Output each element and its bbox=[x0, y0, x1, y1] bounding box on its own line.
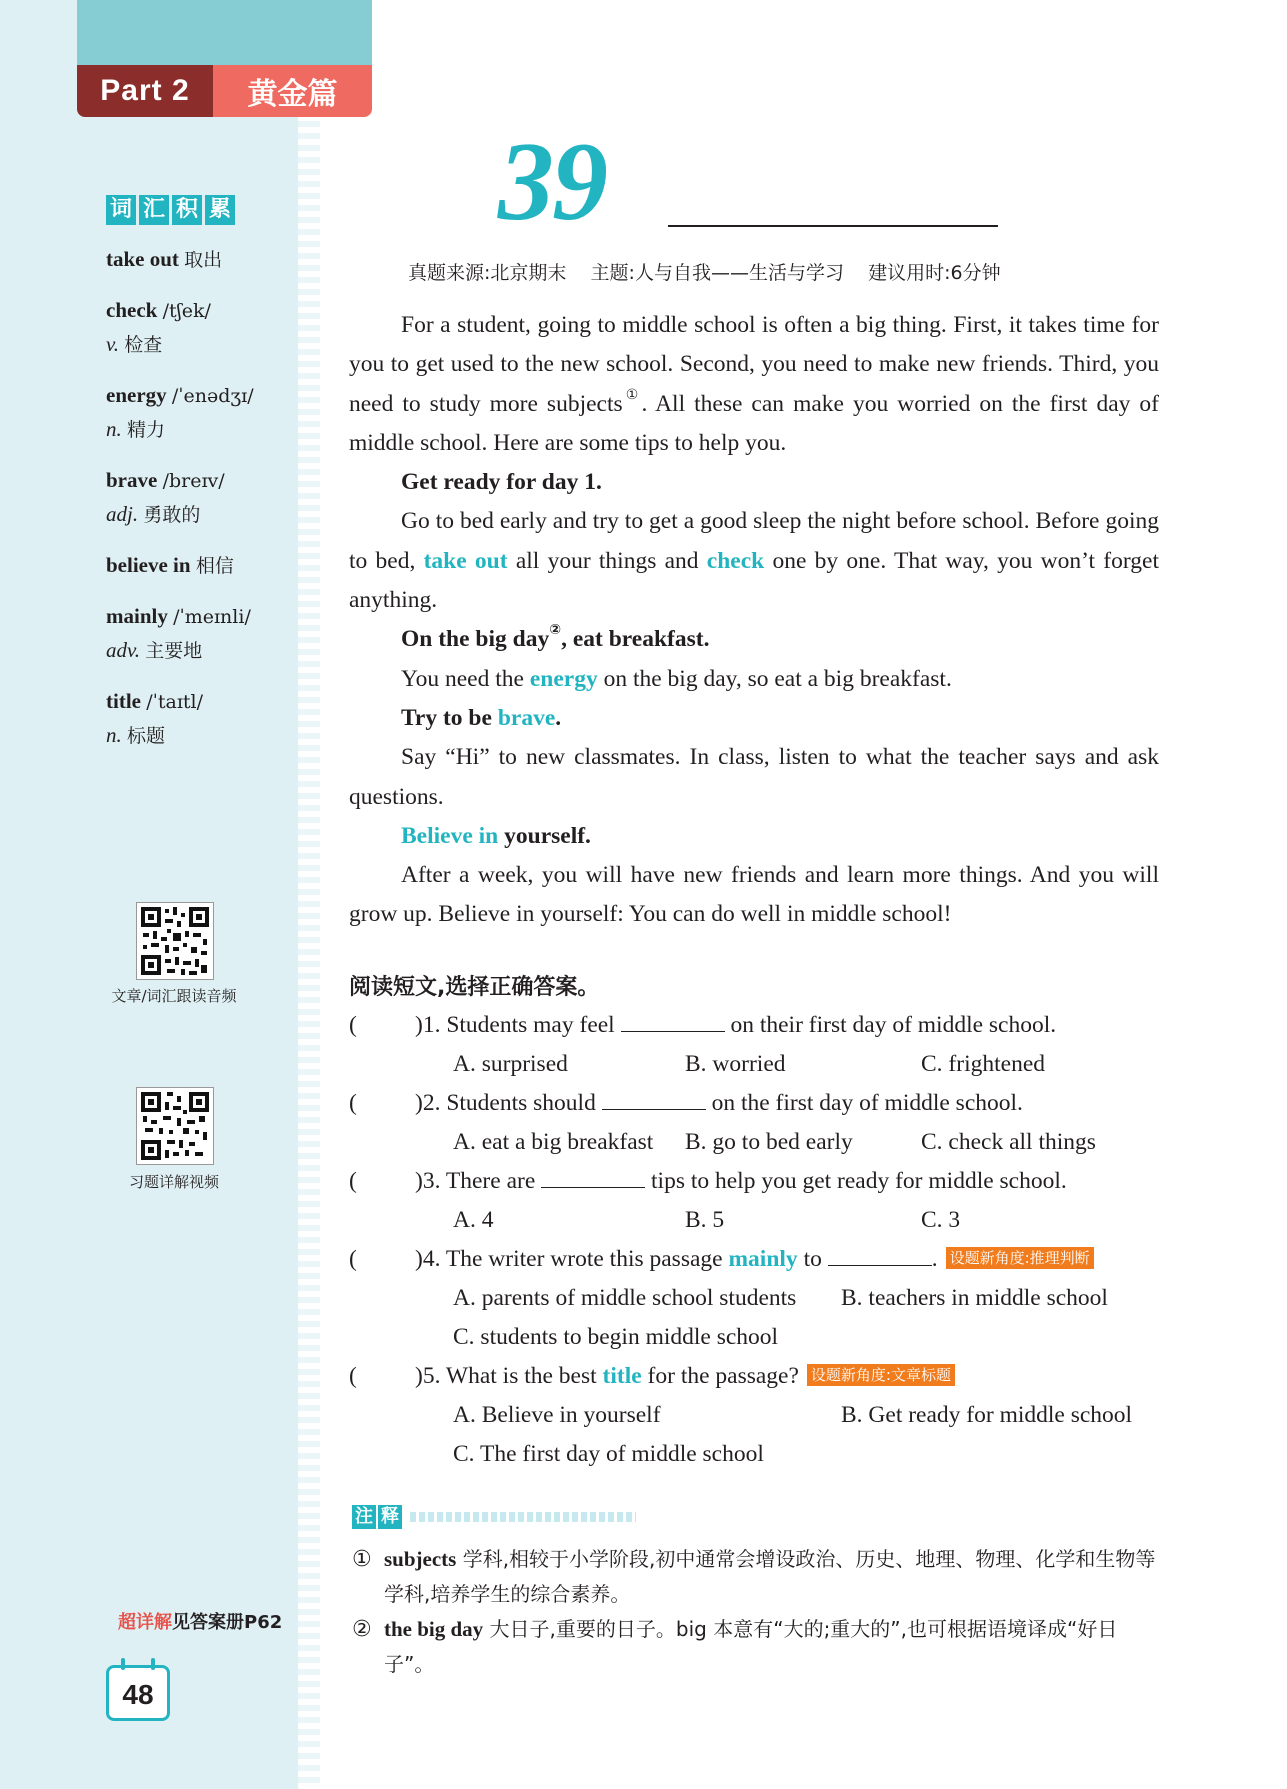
answer-paren[interactable]: ( bbox=[349, 1246, 357, 1272]
vocab-item bbox=[106, 294, 296, 362]
vocab-phonetic: /ˈenədʒɪ/ bbox=[171, 385, 254, 407]
lesson-meta: 真题来源:北京期末 主题:人与自我——生活与学习 建议用时:6分钟 bbox=[408, 262, 1001, 284]
passage-paragraph: You need the energy on the big day, so eat a big breakfast. bbox=[401, 665, 952, 692]
question-2: ( )2. Students should on the first day of middle school. bbox=[349, 1084, 1169, 1123]
option-a[interactable]: A. parents of middle school students bbox=[453, 1285, 797, 1311]
question-list bbox=[349, 1006, 1169, 1474]
vocab-phonetic: /tʃek/ bbox=[162, 300, 211, 322]
part-tag bbox=[77, 65, 372, 117]
vocab-title-char: 词 bbox=[106, 195, 136, 225]
vocab-word: brave bbox=[106, 468, 158, 492]
vocab-word: title bbox=[106, 689, 141, 713]
answer-paren[interactable]: ( bbox=[349, 1168, 357, 1194]
notes-title-char: 释 bbox=[378, 1505, 402, 1529]
answer-paren[interactable]: ( bbox=[349, 1363, 357, 1389]
option-c[interactable]: C. 3 bbox=[921, 1207, 961, 1233]
video-qr-label: 习题详解视频 bbox=[128, 1173, 219, 1191]
option-b[interactable]: B. 5 bbox=[685, 1207, 725, 1233]
sidebar-wave-border bbox=[298, 115, 320, 1789]
part-label: Part 2 bbox=[77, 65, 213, 117]
vocab-item bbox=[106, 685, 296, 753]
keyword-highlight: check bbox=[706, 547, 765, 574]
passage-heading: Try to be brave. bbox=[401, 704, 562, 731]
option-b[interactable]: B. go to bed early bbox=[685, 1129, 853, 1155]
vocab-meaning: 相信 bbox=[195, 555, 234, 577]
note-number: ① bbox=[352, 1547, 372, 1572]
keyword-highlight: energy bbox=[529, 665, 598, 692]
vocab-meaning: 勇敢的 bbox=[143, 504, 201, 526]
vocab-item bbox=[106, 243, 296, 277]
vocab-item bbox=[106, 379, 296, 447]
header-strip bbox=[77, 0, 372, 65]
vocab-list bbox=[106, 243, 296, 770]
question-1-options bbox=[349, 1045, 1169, 1084]
question-3-options bbox=[349, 1201, 1169, 1240]
notes-title-char: 注 bbox=[352, 1505, 376, 1529]
notes-list bbox=[352, 1542, 1162, 1682]
note-text: 大日子,重要的日子。big 本意有“大的;重大的”,也可根据语境译成“好日子”。 bbox=[384, 1617, 1118, 1676]
keyword-highlight: mainly bbox=[728, 1246, 798, 1272]
vocab-phonetic: /ˈmeɪnli/ bbox=[173, 606, 251, 628]
answer-blank bbox=[621, 1009, 725, 1032]
section-label: 黄金篇 bbox=[213, 65, 372, 117]
page-number: 48 bbox=[106, 1665, 170, 1721]
note-number: ② bbox=[352, 1617, 372, 1642]
option-b[interactable]: B. Get ready for middle school bbox=[841, 1402, 1133, 1428]
footnote-marker: ① bbox=[622, 386, 642, 403]
vocab-word: energy bbox=[106, 383, 167, 407]
vocab-word: believe in bbox=[106, 553, 191, 577]
note-item bbox=[352, 1542, 1162, 1612]
option-a[interactable]: A. Believe in yourself bbox=[453, 1402, 661, 1428]
passage-heading: Get ready for day 1. bbox=[401, 469, 602, 496]
vocab-item bbox=[106, 600, 296, 668]
keyword-highlight: title bbox=[602, 1363, 642, 1389]
audio-qr-code[interactable] bbox=[136, 902, 214, 980]
vocab-meaning: 主要地 bbox=[145, 640, 203, 662]
answer-reference bbox=[118, 1608, 282, 1634]
answer-blank bbox=[828, 1243, 932, 1266]
question-2-options bbox=[349, 1123, 1169, 1162]
vocab-meaning: 检查 bbox=[124, 334, 163, 356]
vocab-pos: n. bbox=[106, 723, 122, 747]
question-5-options bbox=[349, 1396, 1169, 1435]
option-c[interactable]: C. The first day of middle school bbox=[453, 1441, 764, 1467]
vocab-phonetic: /ˈtaɪtl/ bbox=[146, 691, 204, 713]
vocab-phonetic: /breɪv/ bbox=[162, 470, 225, 492]
question-5-options-cont bbox=[349, 1435, 1169, 1474]
footnote-marker: ② bbox=[549, 622, 562, 639]
vocab-word: take out bbox=[106, 247, 179, 271]
question-type-tag: 设题新角度:推理判断 bbox=[946, 1247, 1094, 1269]
vocab-meaning: 精力 bbox=[127, 419, 166, 441]
answer-paren[interactable]: ( bbox=[349, 1012, 357, 1038]
video-qr-code[interactable] bbox=[136, 1087, 214, 1165]
answer-ref-text: 见答案册P62 bbox=[172, 1612, 283, 1633]
passage-paragraph: Say “Hi” to new classmates. In class, listen to what the teacher says and ask questions. bbox=[349, 744, 1159, 810]
vocab-word: check bbox=[106, 298, 158, 322]
option-c[interactable]: C. check all things bbox=[921, 1129, 1096, 1155]
note-term: subjects bbox=[384, 1547, 457, 1571]
question-4: ( )4. The writer wrote this passage mainly to . 设题新角度:推理判断 bbox=[349, 1240, 1169, 1279]
notes-divider bbox=[410, 1512, 636, 1522]
vocab-word: mainly bbox=[106, 604, 168, 628]
passage-paragraph: For a student, going to middle school is often a big thing. First, it takes time for you to get used to the new school. Second, you need to make new friends. Third, you need to study more subjects①. All these can make you worried on the first day of middle school. Here are some tips to help you. bbox=[349, 312, 1159, 456]
option-b[interactable]: B. worried bbox=[685, 1051, 786, 1077]
option-a[interactable]: A. surprised bbox=[453, 1051, 568, 1077]
note-term: the big day bbox=[384, 1617, 484, 1641]
note-text: 学科,相较于小学阶段,初中通常会增设政治、历史、地理、物理、化学和生物等学科,培养学生的综合素养。 bbox=[384, 1547, 1156, 1606]
option-a[interactable]: A. eat a big breakfast bbox=[453, 1129, 654, 1155]
passage-heading: On the big day②, eat breakfast. bbox=[401, 622, 710, 653]
answer-paren[interactable]: ( bbox=[349, 1090, 357, 1116]
option-c[interactable]: C. students to begin middle school bbox=[453, 1324, 779, 1350]
keyword-highlight: Believe in bbox=[401, 822, 499, 849]
vocab-meaning: 取出 bbox=[184, 249, 223, 271]
vocab-item bbox=[106, 464, 296, 532]
vocab-pos: n. bbox=[106, 417, 122, 441]
question-4-options-cont bbox=[349, 1318, 1169, 1357]
exercise-instruction: 阅读短文,选择正确答案。 bbox=[349, 975, 600, 1000]
keyword-highlight: take out bbox=[423, 547, 508, 574]
title-blank-line bbox=[668, 225, 998, 227]
question-4-options bbox=[349, 1279, 1169, 1318]
vocab-pos: adj. bbox=[106, 502, 139, 526]
passage-heading: Believe in yourself. bbox=[401, 822, 591, 849]
answer-blank bbox=[602, 1087, 706, 1110]
vocab-title-char: 汇 bbox=[139, 195, 169, 225]
vocab-pos: v. bbox=[106, 332, 120, 356]
question-type-tag: 设题新角度:文章标题 bbox=[807, 1364, 955, 1386]
answer-blank bbox=[541, 1165, 645, 1188]
passage-paragraph: After a week, you will have new friends and learn more things. And you will grow up. Believe in yourself: You can do well in middle school! bbox=[349, 862, 1159, 928]
passage-paragraph: Go to bed early and try to get a good sleep the night before school. Before going to bed, take out all your things and check one by one. That way, you won’t forget anything. bbox=[349, 508, 1159, 614]
audio-qr-label: 文章/词汇跟读音频 bbox=[111, 987, 237, 1005]
notes-title bbox=[352, 1505, 636, 1529]
vocab-item bbox=[106, 549, 296, 583]
question-3: ( )3. There are tips to help you get ready for middle school. bbox=[349, 1162, 1169, 1201]
vocab-pos: adv. bbox=[106, 638, 141, 662]
vocab-title-char: 积 bbox=[172, 195, 202, 225]
question-5: ( )5. What is the best title for the passage? 设题新角度:文章标题 bbox=[349, 1357, 1169, 1396]
vocab-title bbox=[106, 195, 235, 225]
vocab-title-char: 累 bbox=[205, 195, 235, 225]
option-c[interactable]: C. frightened bbox=[921, 1051, 1045, 1077]
option-a[interactable]: A. 4 bbox=[453, 1207, 494, 1233]
keyword-highlight: brave bbox=[497, 704, 556, 731]
answer-ref-highlight: 超详解 bbox=[118, 1612, 172, 1633]
question-1: ( )1. Students may feel on their first day of middle school. bbox=[349, 1006, 1169, 1045]
lesson-number: 39 bbox=[498, 120, 606, 244]
note-item bbox=[352, 1612, 1162, 1682]
option-b[interactable]: B. teachers in middle school bbox=[841, 1285, 1108, 1311]
reading-passage bbox=[349, 306, 1159, 935]
vocab-meaning: 标题 bbox=[127, 725, 166, 747]
